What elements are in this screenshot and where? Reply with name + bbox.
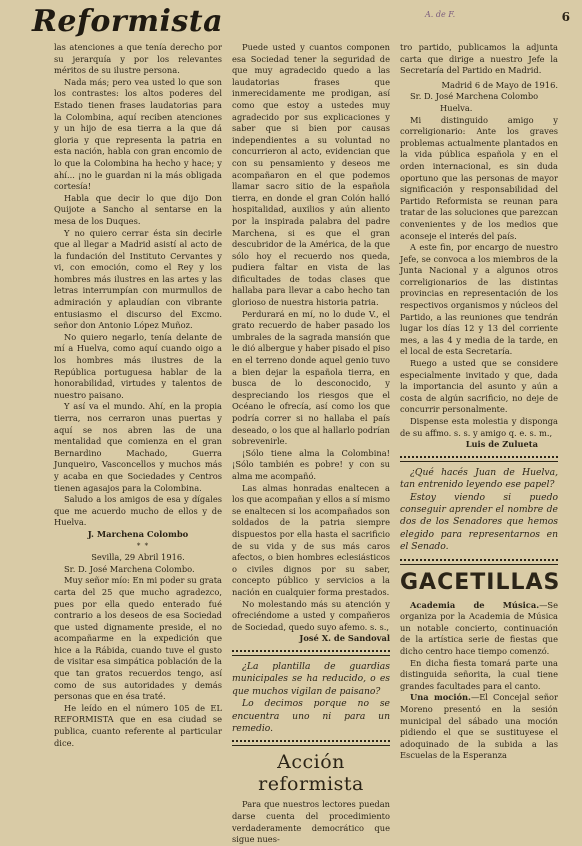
- paragraph: tro partido, publicamos la adjunta carta que dirige a nuestro Jefe la Secretaría del Partido en Madrid.: [400, 42, 558, 76]
- news-item: [400, 692, 558, 762]
- letter-signature: José X. de Sandoval: [299, 633, 390, 644]
- paragraph: Las almas honradas enaltecen a los que acompañan y ellos a sí mismo se enaltecen si los acompañados son soldados de la patria siempre dispuestos por ella hasta el sacrificio de su vida y de sus más caros afectos, o bien hombres eclesiásticos o civiles dignos por su saber, concepto público y servicios a la nación en cualquier forma prestados.: [232, 482, 390, 597]
- divider-rule: [232, 650, 390, 656]
- italic-note: ¿Qué hacés Juan de Huelva, tan entrenido leyendo ese papel?: [400, 466, 558, 491]
- paragraph: Habla que decir lo que dijo Don Quijote a Sancho al sentarse en la mesa de los Duques.: [54, 192, 222, 226]
- paragraph: Y así va el mundo. Ahí, en la propia tierra, nos cerraron unas puertas y aquí se nos abren las de una mentalidad que comienza en el gran Bernardino Machado, Guerra Junqueiro, Vasconcellos y muchos más y acaba en que Sociedades y Centros tienen agasajos para la Colombina.: [54, 401, 222, 493]
- section-divider-stars: * *: [136, 541, 150, 550]
- letter-addressee: Sr. D. José Marchena Colombo: [410, 91, 539, 102]
- handwritten-signature: A. de F.: [425, 10, 456, 19]
- paragraph: No quiero negarlo, tenía delante de mí a Huelva, como aquí cuando oigo a los hombres más ilustres de la República portuguesa hablar de la honorabilidad, virtudes y talentos de nuestro paisano.: [54, 331, 222, 400]
- paragraph: Mi distinguido amigo y correligionario: Ante los graves problemas actualmente plantados en la vida pública española y en el orden internacional, es sin duda oportuno que las personas de mayor significación y responsabilidad del Partido Reformista se reunan para tratar de las soluciones que parezcan convenientes y de los medios que aconseje el interés del país.: [400, 114, 558, 241]
- letter-city: Huelva.: [440, 102, 473, 113]
- news-item-title: Academia de Música.: [410, 599, 540, 610]
- letter-date: Madrid 6 de Mayo de 1916.: [441, 79, 558, 90]
- masthead: [30, 4, 570, 38]
- divider-rule: [400, 559, 558, 565]
- column-1: [54, 42, 222, 749]
- news-item-title: Una moción.: [410, 692, 471, 703]
- paragraph: Saludo a los amigos de esa y dígales que me acuerdo mucho de ellos y de Huelva.: [54, 494, 222, 528]
- section-title: Acción reformista: [258, 751, 364, 796]
- paragraph: Y no quiero cerrar ésta sin decirle que al llegar a Madrid asistí al acto de la fundación del Instituto Cervantes y vi, con emoción, como el Rey y los hombres más ilustres en las artes y las letras interrumpían con murmullos de admiración y aplaudían con vibrante entusiasmo el discurso del Excmo. señor don Antonio López Muñoz.: [54, 227, 222, 331]
- newspaper-title: Reformista: [32, 4, 224, 39]
- paragraph: He leído en el número 105 de EL REFORMISTA que en esa ciudad se publica, cuanto referente al particular dice.: [54, 702, 222, 748]
- letter-addressee: Sr. D. José Marchena Colombo.: [64, 563, 195, 574]
- paragraph: No molestando más su atención y ofreciéndome a usted y compañeros de Sociedad, quedo suyo afemo. s. s.,: [232, 598, 390, 632]
- column-2: [232, 42, 390, 846]
- paragraph: Nada más; pero vea usted lo que son los contrastes: los altos poderes del Estado tienen frases laudatorias para la Colombina, aquí reciben atenciones y un hijo de esa tierra a la que dá gloria y que representa la patria en esta nación, habla con gran encomio de lo que la Colombina ha hecho y hace; y ahí... ¡no le guardan ni la más obligada cortesía!: [54, 76, 222, 192]
- paragraph: Muy señor mío: En mi poder su grata carta del 25 que mucho agradezco, pues por ella quedo enterado fué contrario a los deseos de esa Sociedad que usted dignamente preside, el no acompañarme en la expedición que hice a la Rábida, cuando tuve el gusto de visitar esa simpática población de la que tan gratos recuerdos tengo, así como de sus autoridades y demás personas que en ésa traté.: [54, 575, 222, 702]
- paragraph: Ruego a usted que se considere especialmente invitado y que, dada la importancia del asunto y aún a costa de algún sacrificio, no deje de concurrir personalmente.: [400, 358, 558, 415]
- divider-rule: [400, 456, 558, 462]
- paragraph: En dicha fiesta tomará parte una distinguida señorita, la cual tiene grandes facultades para el canto.: [400, 657, 558, 691]
- paragraph: Dispense esta molestia y disponga de su affmo. s. s. y amigo q. e. s. m.,: [400, 416, 558, 438]
- italic-note: Estoy viendo si puedo conseguir aprender el nombre de dos de los Senadores que hemos elegido para representarnos en el Senado.: [400, 491, 558, 553]
- news-item-text: —Se organiza por la Academia de Música un notable concierto, continuación de la artística serie de fiestas que dicho centro hace tiempo comenzó.: [400, 599, 558, 656]
- divider-rule: [232, 740, 390, 746]
- italic-note: Lo decimos porque no se encuentra uno ni para un remedio.: [232, 698, 390, 734]
- italic-note: ¿La plantilla de guardias municipales se ha reducido, o es que muchos vigilan de paisano?: [232, 660, 390, 697]
- section-title: GACETILLAS: [400, 569, 561, 595]
- news-item-text: —El Concejal señor Moreno presentó en la sesión municipal del sábado una moción pidiendo el que se sustituyese el adoquinado de la subida a las Escuelas de la Esperanza: [400, 692, 558, 761]
- letter-date: Sevilla, 29 Abril 1916.: [91, 552, 185, 563]
- paragraph: A este fin, por encargo de nuestro Jefe, se convoca a los miembros de la Junta Nacional y a algunos otros correligionarios de las distintas provincias en representación de los respectivos organismos y núcleos del Partido, a las reuniones que tendrán lugar los días 12 y 13 del corriente mes, a las 4 y media de la tarde, en el local de esta Secretaría.: [400, 242, 558, 357]
- paragraph: Para que nuestros lectores puedan darse cuenta del procedimiento verdaderamente democrático que sigue nues-: [232, 799, 390, 845]
- column-3: [400, 42, 561, 762]
- news-item: [400, 600, 558, 658]
- paragraph: Puede usted y cuantos componen esa Sociedad tener la seguridad de que muy agradecido quedo a las laudatorias frases que inmerecidamente me prodigan, así como que estoy a ustedes muy agradecido por sus explicaciones y saber que si bien por causas independientes a su voluntad no concurrieron al acto, evidencian que con su pensamiento y deseos me acompañaron en el que podemos llamar sacro sitio de la española tierra, en donde el gran Colón halló hospitalidad, auxilios y aún aliento por la inspirada palabra del padre Marchena, si es que el gran descubridor de la América, de la que sólo hoy el recuerdo nos queda, pudiera faltar en vista de las dificultades de todas clases que hallaba para llevar a cabo hecho tan glorioso de nuestra historia patria.: [232, 42, 390, 308]
- page-number: 6: [561, 10, 570, 24]
- paragraph: las atenciones a que tenía derecho por su jerarquía y por los relevantes méritos de su ilustre persona.: [54, 42, 222, 76]
- letter-signature: J. Marchena Colombo: [87, 528, 189, 539]
- paragraph: ¡Sólo tiene alma la Colombina! ¡Sólo también es pobre! y con su alma me acompañó.: [232, 447, 390, 481]
- letter-signature: Luis de Zulueta: [465, 439, 538, 450]
- paragraph: Perdurará en mí, no lo dude V., el grato recuerdo de haber pasado los umbrales de la sagrada mansión que le dió albergue y haber pisado el piso en el terreno donde aquel genio tuvo a bien dejar la española tierra, en busca de lo desconocido, y despreciando los riesgos que el Océano le ofrecía, así como los que podría correr si no hallaba el país deseado, o los que al hallarlo podrían sobrevenirle.: [232, 308, 390, 447]
